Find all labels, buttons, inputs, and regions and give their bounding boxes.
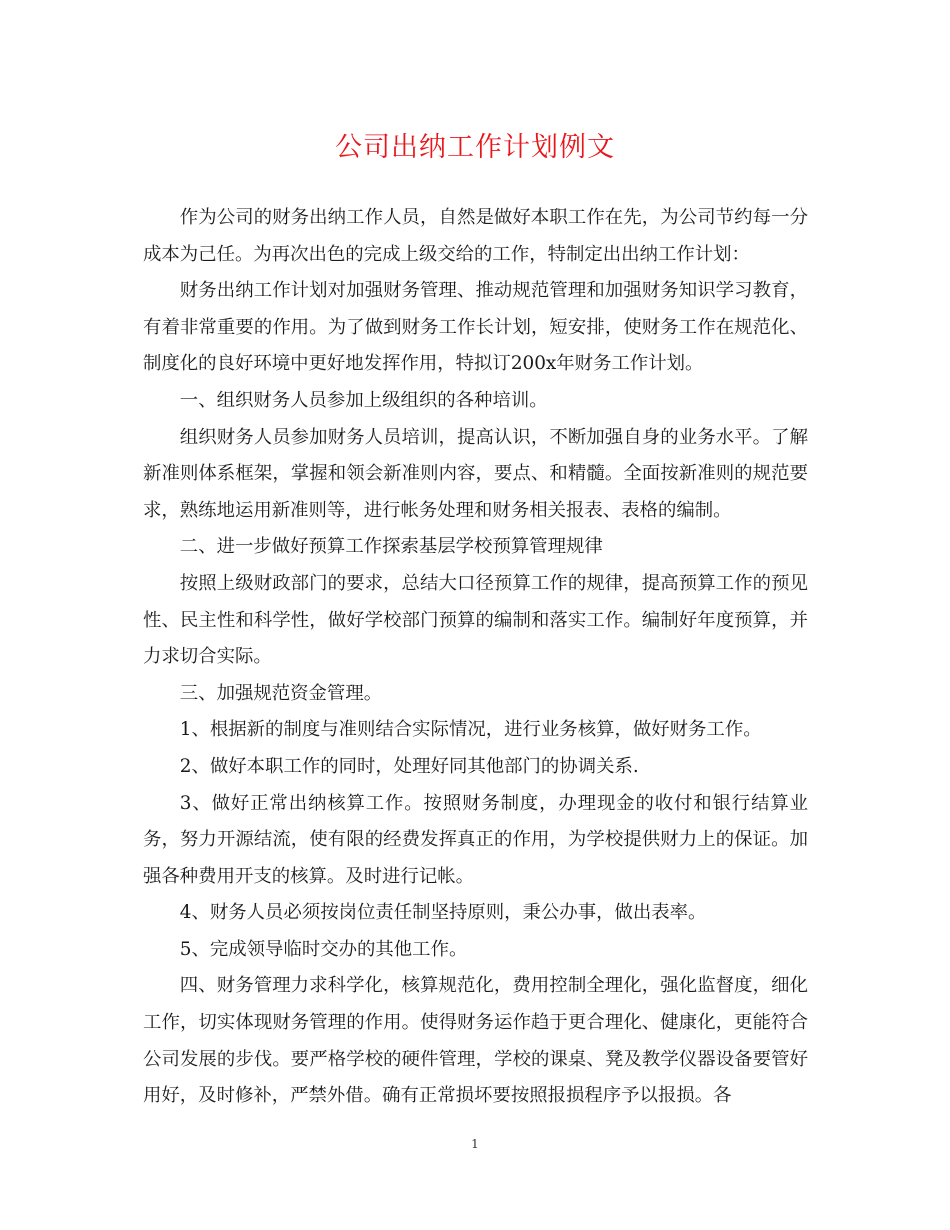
section-heading-3: 三、加强规范资金管理。 [179,682,383,704]
section-heading-1: 一、组织财务人员参加上级组织的各种培训。 [179,389,548,411]
list-item-3: 3、做好正常出纳核算工作。按照财务制度，办理现金的收付和银行结算业务，努力开源结流，使有限的经费发挥真正的作用，为学校提供财力上的保证。加强各种费用开支的核算。及时进行记帐。 [143,792,808,887]
list-item-1: 1、根据新的制度与准则结合实际情况，进行业务核算，做好财务工作。 [179,719,762,741]
document-title: 公司出纳工作计划例文 [335,132,615,163]
section-heading-2: 二、进一步做好预算工作探索基层学校预算管理规律 [179,536,603,558]
list-item-5: 5、完成领导临时交办的其他工作。 [179,938,468,960]
paragraph-budget: 按照上级财政部门的要求，总结大口径预算工作的规律，提高预算工作的预见性、民主性和科学性，做好学校部门预算的编制和落实工作。编制好年度预算，并力求切合实际。 [143,572,808,668]
paragraph-purpose: 财务出纳工作计划对加强财务管理、推动规范管理和加强财务知识学习教育，有着非常重要的作用。为了做到财务工作长计划，短安排，使财务工作在规范化、制度化的良好环境中更好地发挥作用，特拟订200x年财务工作计划。 [143,280,808,375]
section-heading-4: 四、财务管理力求科学化，核算规范化，费用控制全理化，强化监督度，细化工作，切实体现财务管理的作用。使得财务运作趋于更合理化、健康化，更能符合公司发展的步伐。要严格学校的硬件管理，学校的课桌、凳及教学仪器设备要管好用好，及时修补，严禁外借。确有正常损坏要按照报损程序予以报损。各 [143,975,808,1107]
document-body [143,200,808,1115]
paragraph-intro: 作为公司的财务出纳工作人员，自然是做好本职工作在先，为公司节约每一分成本为己任。为再次出色的完成上级交给的工作，特制定出出纳工作计划： [143,207,808,265]
page-number: 1 [471,1137,479,1151]
paragraph-training: 组织财务人员参加财务人员培训，提高认识，不断加强自身的业务水平。了解新准则体系框架，掌握和领会新准则内容，要点、和精髓。全面按新准则的规范要求，熟练地运用新准则等，进行帐务处理和财务相关报表、表格的编制。 [143,426,808,521]
list-item-2: 2、做好本职工作的同时，处理好同其他部门的协调关系. [179,755,639,777]
list-item-4: 4、财务人员必须按岗位责任制坚持原则，秉公办事，做出表率。 [179,902,707,924]
